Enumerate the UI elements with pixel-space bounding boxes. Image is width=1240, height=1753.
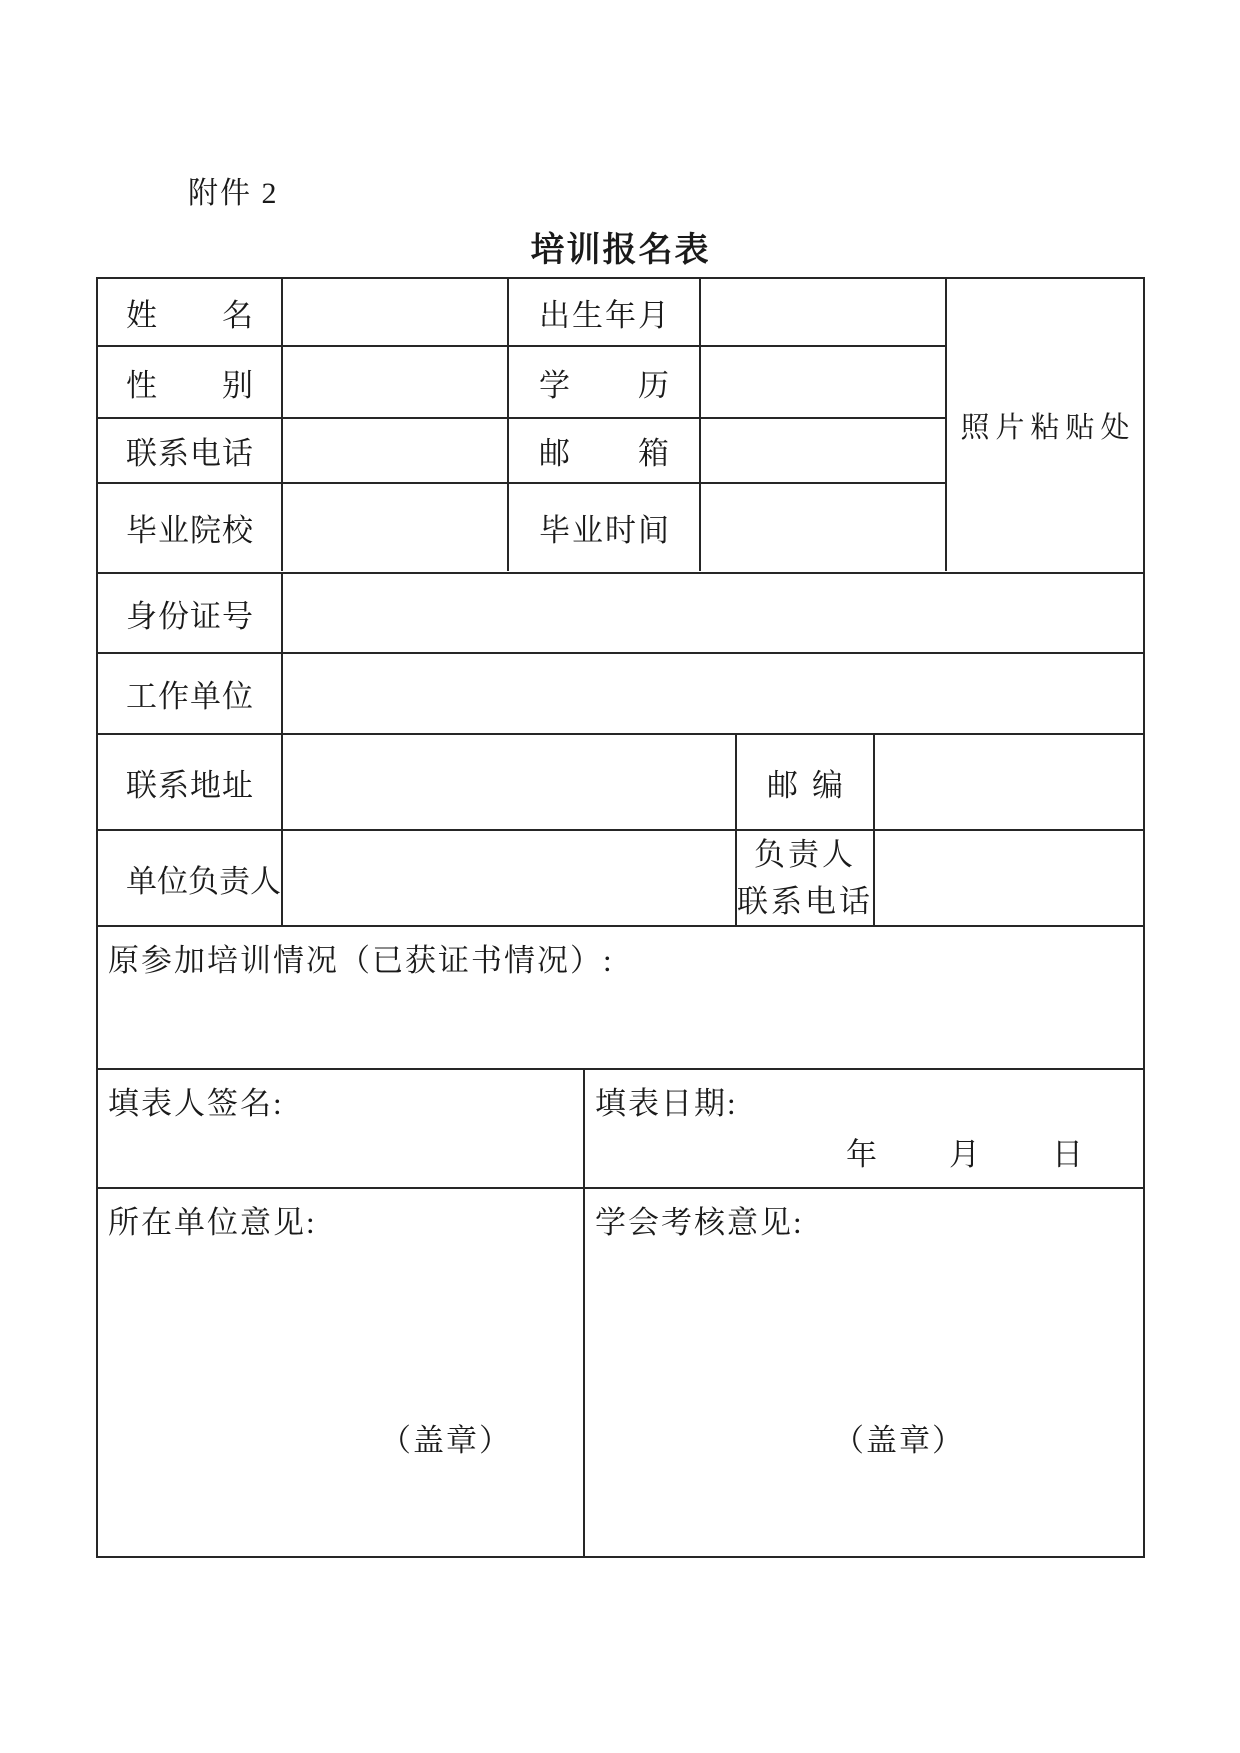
basic-info-grid bbox=[98, 279, 947, 572]
row-address bbox=[98, 735, 1143, 831]
id-number-value-cell bbox=[283, 574, 1143, 652]
unit-head-value-cell bbox=[283, 831, 737, 925]
graduation-time-label-cell: 毕业时间 bbox=[509, 484, 701, 571]
signer-cell bbox=[98, 1070, 585, 1187]
phone-label-cell: 联系电话 bbox=[98, 419, 283, 482]
unit-opinion-label: 所在单位意见: bbox=[108, 1204, 317, 1240]
society-opinion-label: 学会考核意见: bbox=[595, 1204, 804, 1240]
row-gender-education bbox=[98, 347, 947, 419]
birth-date-label-cell: 出生年月 bbox=[509, 279, 701, 345]
row-id-number bbox=[98, 574, 1143, 654]
unit-head-label-cell: 单位负责人 bbox=[98, 831, 283, 925]
row-phone-email bbox=[98, 419, 947, 484]
graduation-school-value-cell bbox=[283, 484, 509, 571]
name-label-cell: 姓名 bbox=[98, 279, 283, 345]
gender-value-cell bbox=[283, 347, 509, 417]
month-label: 月 bbox=[949, 1136, 980, 1172]
fill-date-cell bbox=[585, 1070, 1143, 1187]
signer-label: 填表人签名: bbox=[108, 1085, 284, 1121]
head-phone-value-cell bbox=[875, 831, 1143, 925]
row-school-gradtime bbox=[98, 484, 947, 571]
row-training-history bbox=[98, 927, 1143, 1070]
fill-date-label: 填表日期: bbox=[595, 1085, 738, 1121]
row-signature-date bbox=[98, 1070, 1143, 1189]
email-value-cell bbox=[701, 419, 947, 482]
address-value-cell bbox=[283, 735, 737, 829]
day-label: 日 bbox=[1052, 1136, 1083, 1172]
work-unit-label-cell: 工作单位 bbox=[98, 654, 283, 733]
photo-paste-area: 照片粘贴处 bbox=[960, 412, 1136, 445]
postcode-label-cell: 邮编 bbox=[737, 735, 875, 829]
year-label: 年 bbox=[846, 1136, 877, 1172]
gender-label-cell: 性别 bbox=[98, 347, 283, 417]
phone-value-cell bbox=[283, 419, 509, 482]
birth-date-value-cell bbox=[701, 279, 947, 345]
work-unit-value-cell bbox=[283, 654, 1143, 733]
head-phone-label-line2: 联系电话 bbox=[737, 884, 873, 920]
head-phone-label-line1: 负责人 bbox=[754, 837, 856, 873]
unit-opinion-seal-label: （盖章） bbox=[380, 1422, 512, 1458]
education-value-cell bbox=[701, 347, 947, 417]
row-opinions bbox=[98, 1189, 1143, 1556]
postcode-value-cell bbox=[875, 735, 1143, 829]
date-blanks-line bbox=[595, 1129, 1133, 1174]
graduation-school-label-cell: 毕业院校 bbox=[98, 484, 283, 571]
row-unit-head bbox=[98, 831, 1143, 927]
society-opinion-cell bbox=[585, 1189, 1143, 1556]
unit-opinion-cell bbox=[98, 1189, 585, 1556]
society-opinion-seal-label: （盖章） bbox=[833, 1422, 965, 1458]
email-label-cell: 邮箱 bbox=[509, 419, 701, 482]
row-work-unit bbox=[98, 654, 1143, 735]
education-label-cell: 学历 bbox=[509, 347, 701, 417]
head-phone-label-cell bbox=[737, 831, 875, 925]
training-history-label: 原参加培训情况（已获证书情况）: bbox=[108, 943, 614, 979]
address-label-cell: 联系地址 bbox=[98, 735, 283, 829]
basic-info-section bbox=[98, 279, 1143, 574]
graduation-time-value-cell bbox=[701, 484, 947, 571]
name-value-cell bbox=[283, 279, 509, 345]
row-name-birth bbox=[98, 279, 947, 347]
page-title: 培训报名表 bbox=[530, 232, 711, 269]
registration-form-table bbox=[96, 277, 1145, 1558]
id-number-label-cell: 身份证号 bbox=[98, 574, 283, 652]
attachment-label: 附件 2 bbox=[188, 177, 279, 210]
